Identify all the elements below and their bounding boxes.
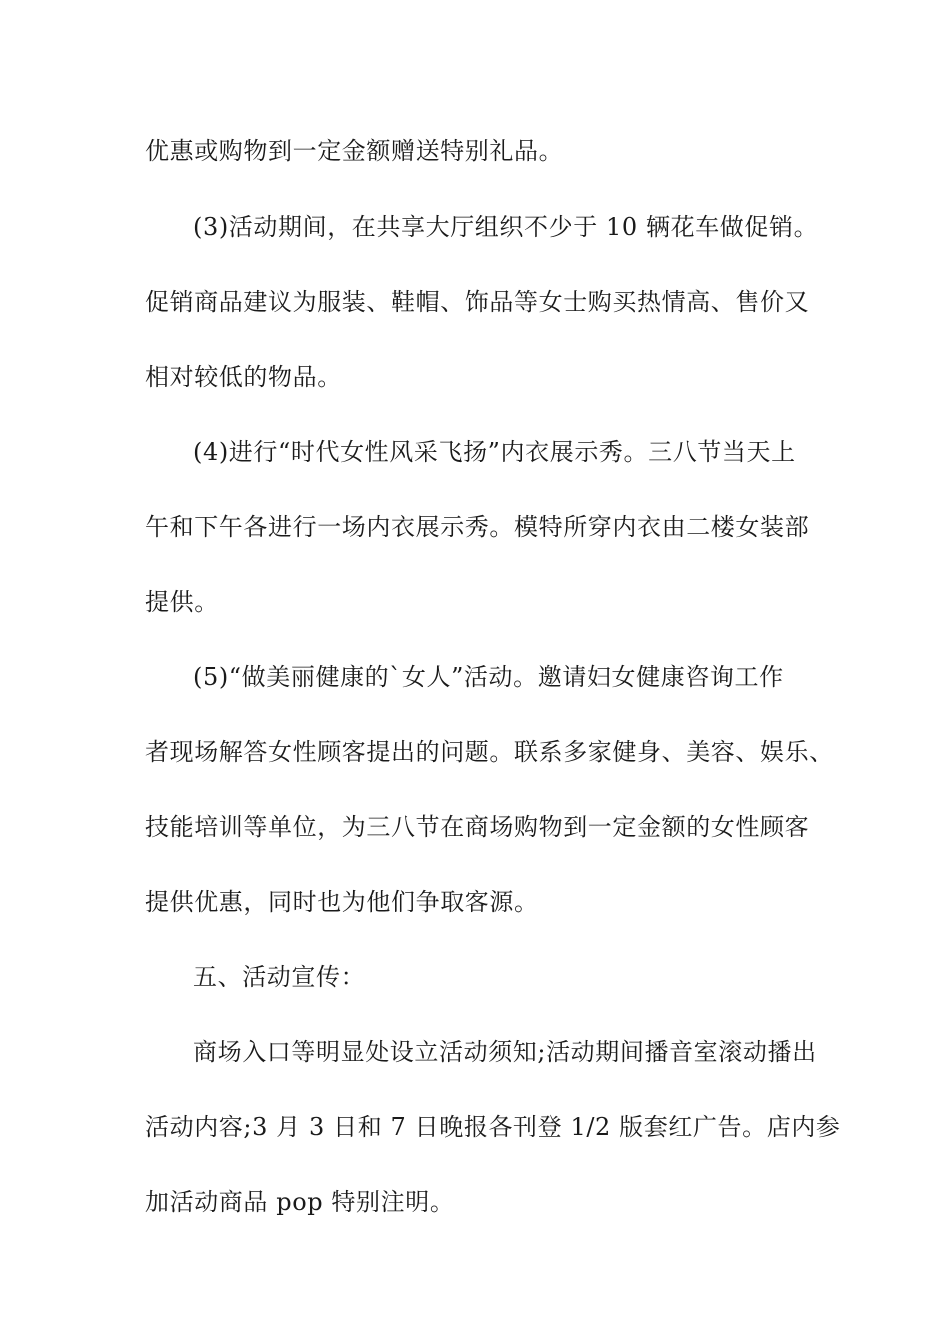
text-line-14: 活动内容;3 月 3 日和 7 日晚报各刊登 1/2 版套红广告。店内参: [145, 1113, 841, 1141]
section-heading: 五、活动宣传：: [193, 963, 366, 991]
text-line-10: 技能培训等单位，为三八节在商场购物到一定金额的女性顾客: [145, 813, 810, 841]
text-line-2: (3)活动期间，在共享大厅组织不少于 10 辆花车做促销。: [193, 213, 819, 241]
text-line-4: 相对较低的物品。: [145, 363, 342, 391]
text-line-1: 优惠或购物到一定金额赠送特别礼品。: [145, 137, 564, 165]
text-line-11: 提供优惠，同时也为他们争取客源。: [145, 888, 539, 916]
text-line-6: 午和下午各进行一场内衣展示秀。模特所穿内衣由二楼女装部: [145, 513, 810, 541]
text-line-13: 商场入口等明显处设立活动须知;活动期间播音室滚动播出: [193, 1038, 817, 1066]
text-line-8: (5)“做美丽健康的`女人”活动。邀请妇女健康咨询工作: [193, 663, 784, 691]
text-line-3: 促销商品建议为服装、鞋帽、饰品等女士购买热情高、售价又: [145, 288, 810, 316]
text-line-15: 加活动商品 pop 特别注明。: [145, 1188, 455, 1216]
text-line-5: (4)进行“时代女性风采飞扬”内衣展示秀。三八节当天上: [193, 438, 796, 466]
text-line-9: 者现场解答女性顾客提出的问题。联系多家健身、美容、娱乐、: [145, 738, 834, 766]
text-line-7: 提供。: [145, 588, 219, 616]
